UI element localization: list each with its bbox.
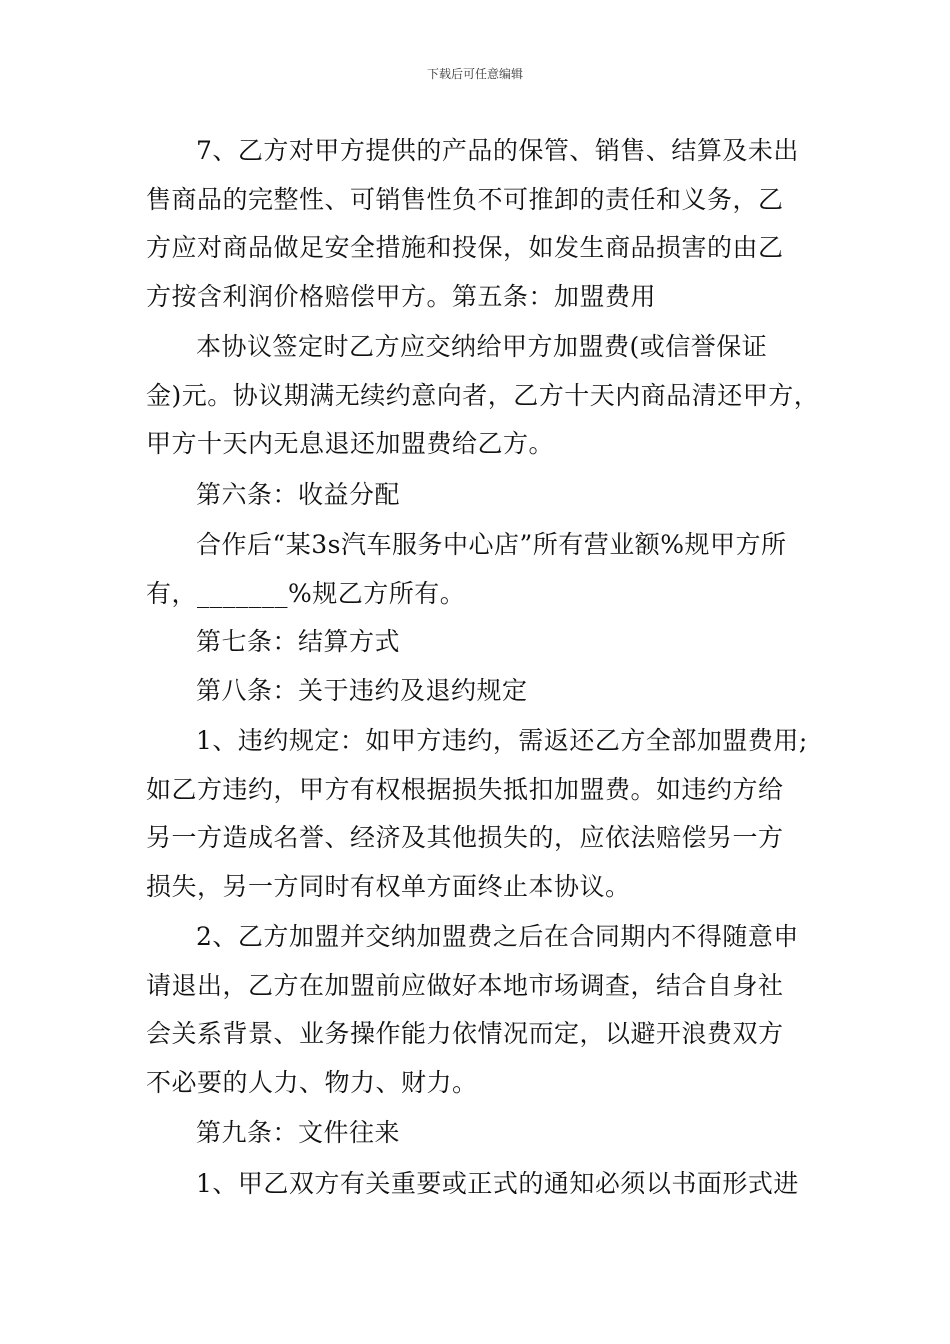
text-line: 7、乙方对甲方提供的产品的保管、销售、结算及未出: [196, 136, 799, 165]
text-line: 1、甲乙双方有关重要或正式的通知必须以书面形式进: [196, 1168, 799, 1198]
text-line: 会关系背景、业务操作能力依情况而定，以避开浪费双方: [146, 1019, 784, 1048]
text-line: 不必要的人力、物力、财力。: [146, 1067, 478, 1097]
section-heading: 第九条：文件往来: [196, 1118, 401, 1147]
text-line: 另一方造成名誉、经济及其他损失的，应依法赔偿另一方: [146, 823, 784, 852]
text-line: 方应对商品做足安全措施和投保，如发生商品损害的由乙: [146, 233, 784, 262]
section-heading: 第八条：关于违约及退约规定: [196, 675, 528, 705]
text-line: 合作后“某3s汽车服务中心店”所有营业额%规甲方所: [196, 530, 787, 559]
text-line: 方按含利润价格赔偿甲方。第五条：加盟费用: [146, 281, 657, 311]
text-line: 1、违约规定：如甲方违约，需返还乙方全部加盟费用;: [196, 726, 808, 755]
text-line: 售商品的完整性、可销售性负不可推卸的责任和义务，乙: [146, 184, 784, 214]
text-line: 如乙方违约，甲方有权根据损失抵扣加盟费。如违约方给: [146, 774, 784, 804]
text-line: 损失，另一方同时有权单方面终止本协议。: [146, 871, 631, 901]
text-line: 甲方十天内无息退还加盟费给乙方。: [146, 429, 555, 458]
text-line: 本协议签定时乙方应交纳给甲方加盟费(或信誉保证: [196, 332, 768, 361]
text-line: 请退出，乙方在加盟前应做好本地市场调查，结合自身社: [146, 970, 784, 1000]
text-line: 2、乙方加盟并交纳加盟费之后在合同期内不得随意申: [196, 922, 799, 951]
section-heading: 第六条：收益分配: [196, 479, 401, 509]
section-heading: 第七条：结算方式: [196, 627, 401, 656]
text-line: 有，_______%规乙方所有。: [146, 578, 466, 608]
text-line: 金)元。协议期满无续约意向者，乙方十天内商品清还甲方，: [146, 380, 820, 410]
document-body: [146, 127, 820, 1208]
page-header: 下载后可任意编辑: [426, 67, 523, 81]
